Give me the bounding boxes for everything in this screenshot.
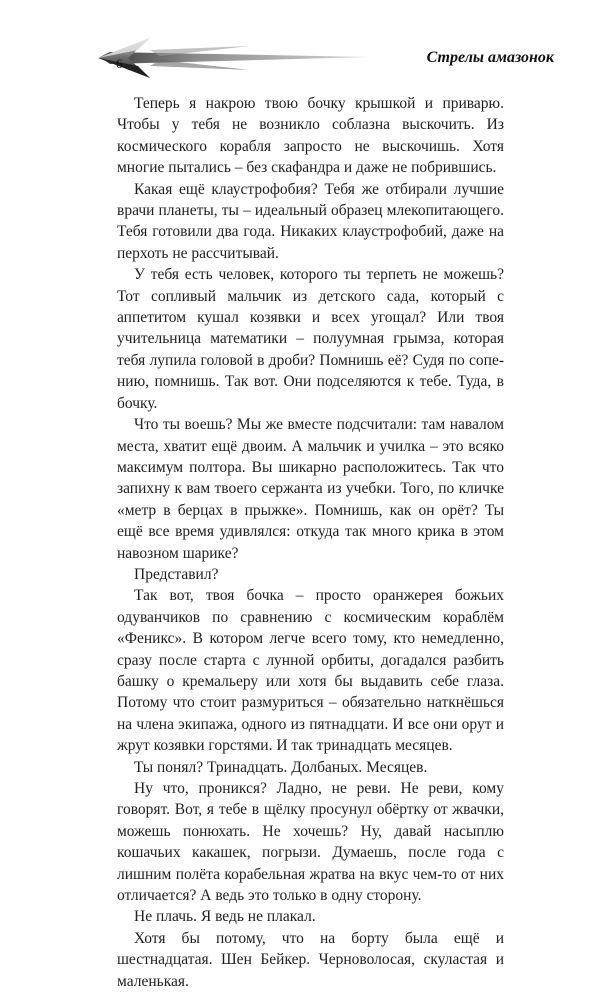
paragraph: Ну что, проникся? Ладно, не реви. Не реви, кому говорят. Вот, я тебе в щёлку просунул обёртку от жвачки, можешь понюхать. Не хочешь? Ну, давай насыплю кошачьих какашек, погрызи. Думаешь, после года с лишним полёта корабельная жратва на вкус чем-то от них отличается? А ведь это только в одну сторону. <box>117 780 504 905</box>
paragraph: Какая ещё клаустрофобия? Тебя же отбирали лучшие врачи планеты, ты – идеальный образец млекопитающего. Тебя готовили два года. Никаких клаустрофобий, даже на перхоть не рассчитывай. <box>117 180 504 262</box>
running-title: Стрелы амазонок <box>426 49 554 66</box>
body-text <box>117 93 504 992</box>
paragraph: У тебя есть человек, которого ты терпеть не можешь? Тот сопливый мальчик из детского сада, который с аппетитом кушал козявки и всех угощал? Или твоя учительница математики – полуумная грымза, которая тебя лупила головой в дроби? Помнишь её? Судя по сопению, помнишь. Так вот. Они подселяются к тебе. Туда, в бочку. <box>117 266 504 412</box>
page-number: 6 <box>116 56 123 71</box>
paragraph: Теперь я накрою твою бочку крышкой и приварю. Чтобы у тебя не возникло соблазна выскочить. Из космического корабля запросто не выскочишь. Хотя многие пытались – без скафандра и даже не побрившись. <box>117 95 504 177</box>
paragraph: Не плачь. Я ведь не плакал. <box>134 908 316 926</box>
paragraph: Ты понял? Тринадцать. Долбаных. Месяцев. <box>134 758 428 776</box>
paragraph: Хотя бы потому, что на борту была ещё и шестнадцатая. Шен Бейкер. Черноволосая, скуластая и маленькая. <box>117 929 504 990</box>
paragraph: Что ты воешь? Мы же вместе подсчитали: там навалом места, хватит ещё двоим. А мальчик и училка – это всяко максимум полтора. Вы шикарно расположитесь. Так что запихну к вам твоего сержанта из учебки. Того, по кличке «метр в берцах в прыжке». Помнишь, как он орёт? Ты ещё все время удивлялся: откуда так много крика в этом навозном шарике? <box>117 416 504 562</box>
paragraph: Так вот, твоя бочка – просто оранжерея божьих одуванчиков по сравнению с космическим кораблём «Феникс». В котором легче всего тому, кто немедленно, сразу после старта с лунной орбиты, догадался разбить башку о кремальеру или хотя бы выдавить себе глаза. Потому что стоит размуриться – обязательно наткнёшься на члена экипажа, одного из пятнадцати. И все они орут и жрут козявки горстями. И так тринадцать месяцев. <box>117 587 504 755</box>
paragraph: Представил? <box>134 565 219 583</box>
